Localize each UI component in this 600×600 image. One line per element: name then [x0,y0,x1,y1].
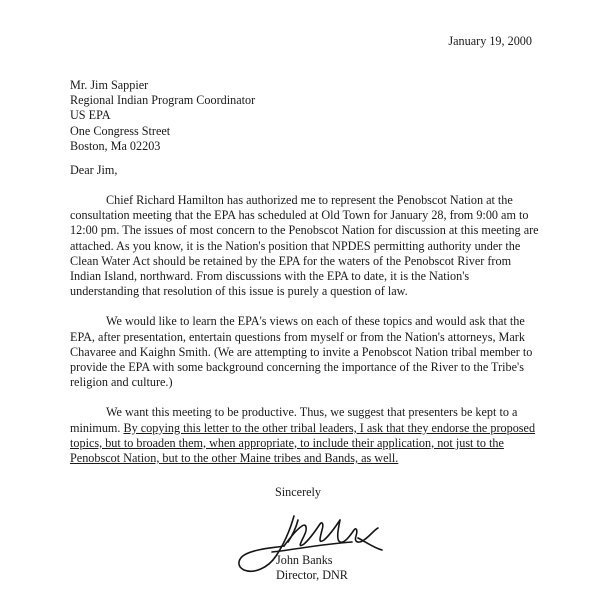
letter-body [70,193,540,481]
body-paragraph-3 [70,405,540,466]
paragraph-3-plain-text: We want this meeting to be productive. Thus, we suggest that presenters be kept to a minimum. [70,405,518,435]
recipient-name: Mr. Jim Sappier [70,78,149,92]
paragraph-3-underlined-text: By copying this letter to the other tribal leaders, I ask that they endorse the proposed topics, but to broaden them, when appropriate, to include their application, not just to the Penobscot Nation, but to the other Maine tribes and Bands, as well. [70,420,536,466]
recipient-title: Regional Indian Program Coordinator [70,93,256,108]
recipient-city: Boston, Ma 02203 [70,138,161,153]
recipient-org: US EPA [70,108,111,123]
recipient-address-block [70,78,255,154]
letter-date: January 19, 2000 [448,34,532,48]
body-paragraph-1: Chief Richard Hamilton has authorized me to represent the Penobscot Nation at the consultation meeting that the EPA has scheduled at Old Town for January 28, from 9:00 am to 12:00 pm. The issues of most concern to the Penobscot Nation for discussion at this meeting are attached. As you know, it is the Nation's position that NPDES permitting authority under the Clean Water Act should be retained by the EPA for the waters of the Penobscot River from Indian Island, northward. From discussions with the EPA to date, it is the Nation's understanding that resolution of this issue is purely a question of law. [70,193,539,299]
salutation: Dear Jim, [70,163,118,177]
body-paragraph-2: We would like to learn the EPA's views on each of these topics and would ask that the EPA, after presentation, entertain questions from myself or from the Nation's attorneys, Mark Chavaree and Kaighn Smith. (We are attempting to invite a Penobscot Nation tribal member to provide the EPA with some background concerning the importance of the River to the Tribe's religion and culture.) [70,314,533,390]
signer-name: John Banks [276,553,333,567]
recipient-street: One Congress Street [70,123,171,138]
signer-block [276,553,348,583]
signer-title: Director, DNR [276,568,348,583]
closing: Sincerely [275,485,322,499]
